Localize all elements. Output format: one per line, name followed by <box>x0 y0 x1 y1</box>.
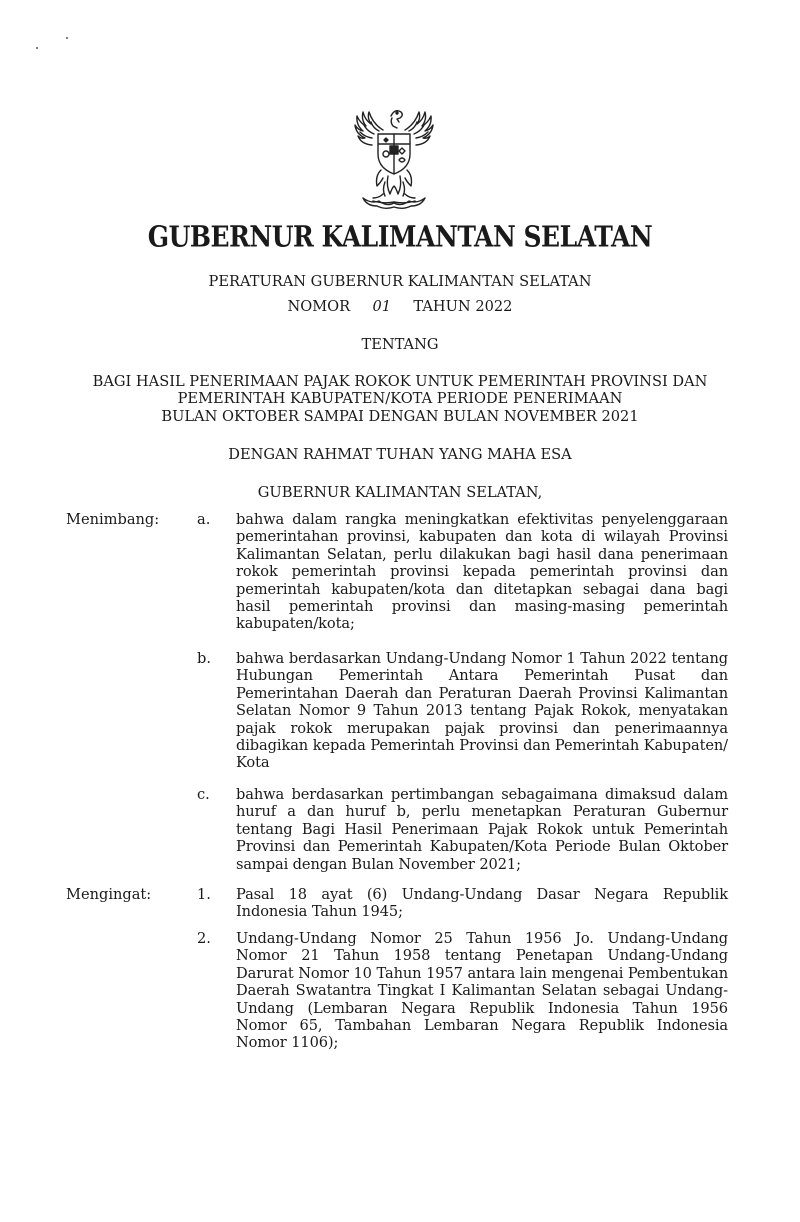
menimbang-item-b: bahwa berdasarkan Undang-Undang Nomor 1 Tahun 2022 tentang Hubungan Pemerintah Antara Pemerintah Pusat dan Pemerintahan Daerah dan Peraturan Daerah Provinsi Kalimantan Selatan Nomor 9 Tahun 2013 tentang Pajak Rokok, menyatakan pajak rokok merupakan pajak provinsi dan penerimaannya dibagikan kepada Pemerintah Provinsi dan Pemerintah Kabupaten/ Kota <box>236 650 728 772</box>
menimbang-item-a: bahwa dalam rangka meningkatkan efektivitas penyelenggaraan pemerintahan provinsi, kabupaten dan kota di wilayah Provinsi Kalimantan Selatan, perlu dilakukan bagi hasil dana penerimaan rokok pemerintah provinsi kepada pemerintah provinsi dan pemerintah kabupaten/kota dan ditetapkan sebagai dana bagi hasil pemerintah provinsi dan masing-masing pemerintah kabupaten/kota; <box>236 511 728 633</box>
subject-line: PEMERINTAH KABUPATEN/KOTA PERIODE PENERIMAAN <box>177 390 623 407</box>
document-title: GUBERNUR KALIMANTAN SELATAN <box>147 220 653 254</box>
mengingat-item-1: Pasal 18 ayat (6) Undang-Undang Dasar Negara Republik Indonesia Tahun 1945; <box>236 886 728 921</box>
item-marker: b. <box>197 650 211 667</box>
regulation-number-line <box>0 298 800 315</box>
item-marker: a. <box>197 511 211 528</box>
mengingat-label: Mengingat: <box>66 886 152 903</box>
subject-line: BAGI HASIL PENERIMAAN PAJAK ROKOK UNTUK PEMERINTAH PROVINSI DAN <box>92 373 708 390</box>
item-marker: 2. <box>197 930 211 947</box>
garuda-emblem-icon <box>333 98 455 220</box>
subject-line: BULAN OKTOBER SAMPAI DENGAN BULAN NOVEMBER 2021 <box>161 408 639 425</box>
menimbang-label: Menimbang: <box>66 511 160 528</box>
rahmat-line: DENGAN RAHMAT TUHAN YANG MAHA ESA <box>228 446 572 463</box>
nomor-value: 01 <box>372 298 392 315</box>
menimbang-item-c: bahwa berdasarkan pertimbangan sebagaimana dimaksud dalam huruf a dan huruf b, perlu menetapkan Peraturan Gubernur tentang Bagi Hasil Penerimaan Pajak Rokok untuk Pemerintah Provinsi dan Pemerintah Kabupaten/Kota Periode Bulan Oktober sampai dengan Bulan November 2021; <box>236 786 728 873</box>
tentang-heading: TENTANG <box>361 336 439 353</box>
mengingat-item-2: Undang-Undang Nomor 25 Tahun 1956 Jo. Undang-Undang Nomor 21 Tahun 1958 tentang Penetapan Undang-Undang Darurat Nomor 10 Tahun 1957 antara lain mengenai Pembentukan Daerah Swatantra Tingkat I Kalimantan Selatan sebagai Undang-Undang (Lembaran Negara Republik Indonesia Tahun 1956 Nomor 65, Tambahan Lembaran Negara Republik Indonesia Nomor 1106); <box>236 930 728 1052</box>
regulation-heading: PERATURAN GUBERNUR KALIMANTAN SELATAN <box>208 273 592 290</box>
item-marker: 1. <box>197 886 211 903</box>
governor-line: GUBERNUR KALIMANTAN SELATAN, <box>257 484 543 501</box>
scan-speck <box>36 47 38 49</box>
nomor-label: NOMOR <box>287 298 351 315</box>
tahun-label: TAHUN 2022 <box>413 298 513 315</box>
scan-speck <box>66 37 68 39</box>
item-marker: c. <box>197 786 210 803</box>
